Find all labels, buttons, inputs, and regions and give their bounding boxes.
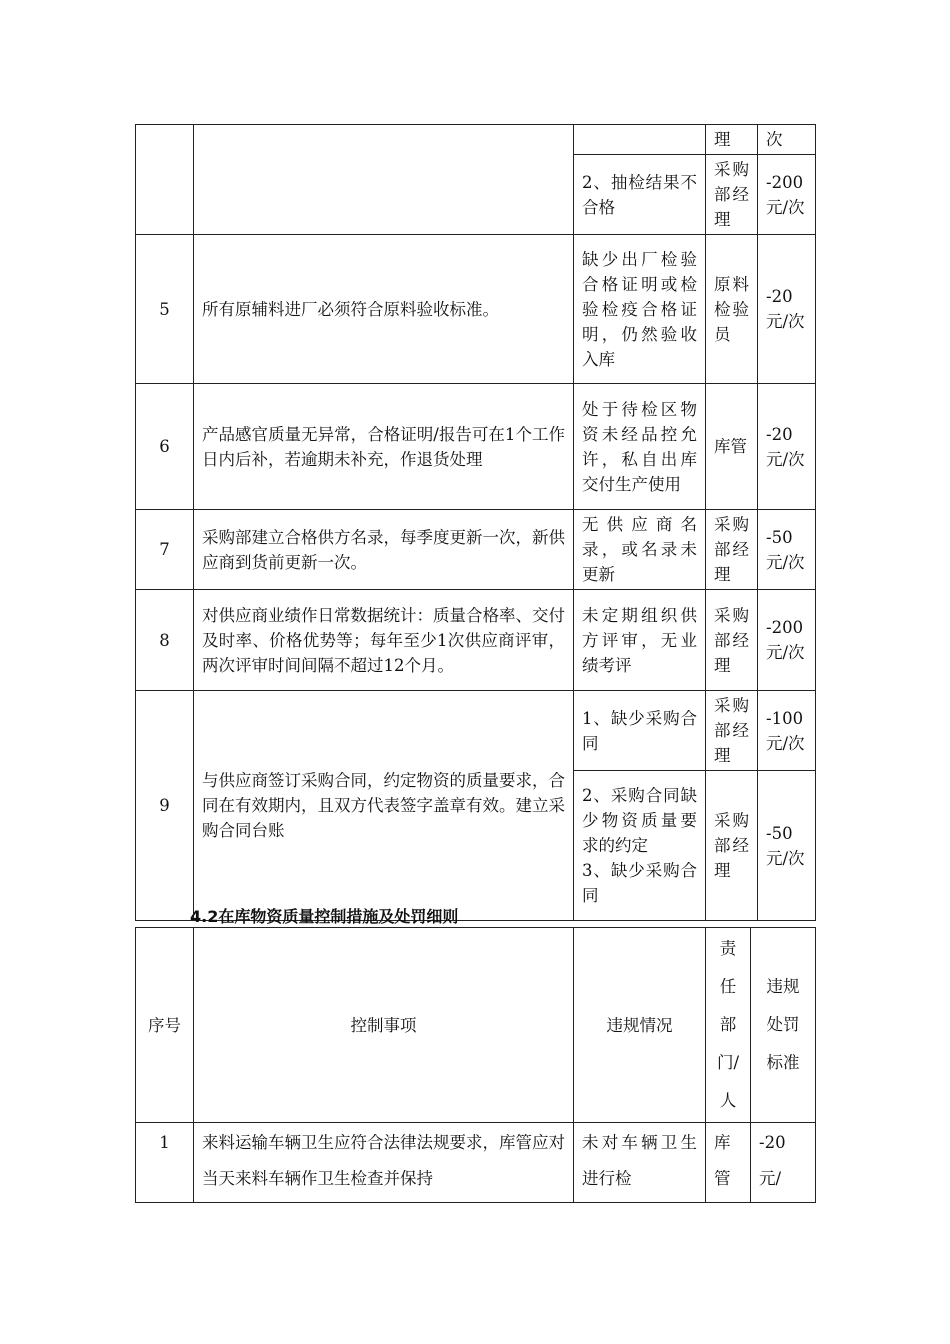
penalty-cell: -50元/次 [758,510,816,590]
responsible-cell: 采购部经理 [706,590,758,691]
responsible-cell: 理 [706,125,758,155]
responsible-cell: 原料检验员 [706,235,758,384]
violation-cell: 缺少出厂检验合格证明或检验检疫合格证明，仍然验收入库 [574,235,706,384]
responsible-cell: 采购部经理 [706,510,758,590]
table-row [136,1123,816,1203]
responsible-cell: 库管 [706,384,758,510]
violation-cell: 未定期组织供方评审，无业绩考评 [574,590,706,691]
row-number: 8 [136,590,194,691]
control-item [194,125,574,235]
penalty-cell: 次 [758,125,816,155]
control-item: 来料运输车辆卫生应符合法律法规要求，库管应对当天来料车辆作卫生检查并保持 [194,1123,574,1203]
row-number [136,125,194,235]
row-number: 6 [136,384,194,510]
control-item: 与供应商签订采购合同，约定物资的质量要求，合同在有效期内，且双方代表签字盖章有效。建立采购合同台账 [194,691,574,921]
violation-cell: 处于待检区物资未经品控允许，私自出库交付生产使用 [574,384,706,510]
control-item: 采购部建立合格供方名录，每季度更新一次，新供应商到货前更新一次。 [194,510,574,590]
control-item: 对供应商业绩作日常数据统计：质量合格率、交付及时率、价格优势等；每年至少1次供应商评审，两次评审时间间隔不超过12个月。 [194,590,574,691]
violation-cell [574,125,706,155]
responsible-cell: 采购部经理 [706,691,758,771]
quality-control-table-continued [135,124,816,921]
penalty-cell: -50元/次 [758,771,816,921]
header-no: 序号 [136,928,194,1123]
control-item: 所有原辅料进厂必须符合原料验收标准。 [194,235,574,384]
penalty-cell: -200元/次 [758,155,816,235]
violation-cell: 2、采购合同缺少物资质量要求的约定 3、缺少采购合同 [574,771,706,921]
violation-cell: 2、抽检结果不合格 [574,155,706,235]
table-row [136,235,816,384]
table-row [136,125,816,155]
violation-cell: 1、缺少采购合同 [574,691,706,771]
table-header-row [136,928,816,1123]
table-row [136,510,816,590]
penalty-cell: -100元/次 [758,691,816,771]
header-violation: 违规情况 [574,928,706,1123]
penalty-cell: -20元/次 [758,384,816,510]
penalty-cell: -20元/ [751,1123,816,1203]
header-penalty: 违规处罚标准 [751,928,816,1123]
header-item: 控制事项 [194,928,574,1123]
table-row [136,590,816,691]
row-number: 1 [136,1123,194,1203]
row-number: 9 [136,691,194,921]
control-item: 产品感官质量无异常，合格证明/报告可在1个工作日内后补，若逾期未补充，作退货处理 [194,384,574,510]
header-dept: 责任部门/人 [706,928,751,1123]
violation-cell: 未对车辆卫生进行检 [574,1123,706,1203]
table-row [136,691,816,771]
responsible-cell: 采购部经理 [706,155,758,235]
responsible-cell: 采购部经理 [706,771,758,921]
row-number: 5 [136,235,194,384]
penalty-cell: -200元/次 [758,590,816,691]
section-heading: 4.2在库物资质量控制措施及处罚细则 [190,907,459,926]
responsible-cell: 库管 [706,1123,751,1203]
row-number: 7 [136,510,194,590]
inventory-quality-table [135,927,816,1203]
table-row [136,384,816,510]
violation-cell: 无供应商名录，或名录未更新 [574,510,706,590]
penalty-cell: -20元/次 [758,235,816,384]
